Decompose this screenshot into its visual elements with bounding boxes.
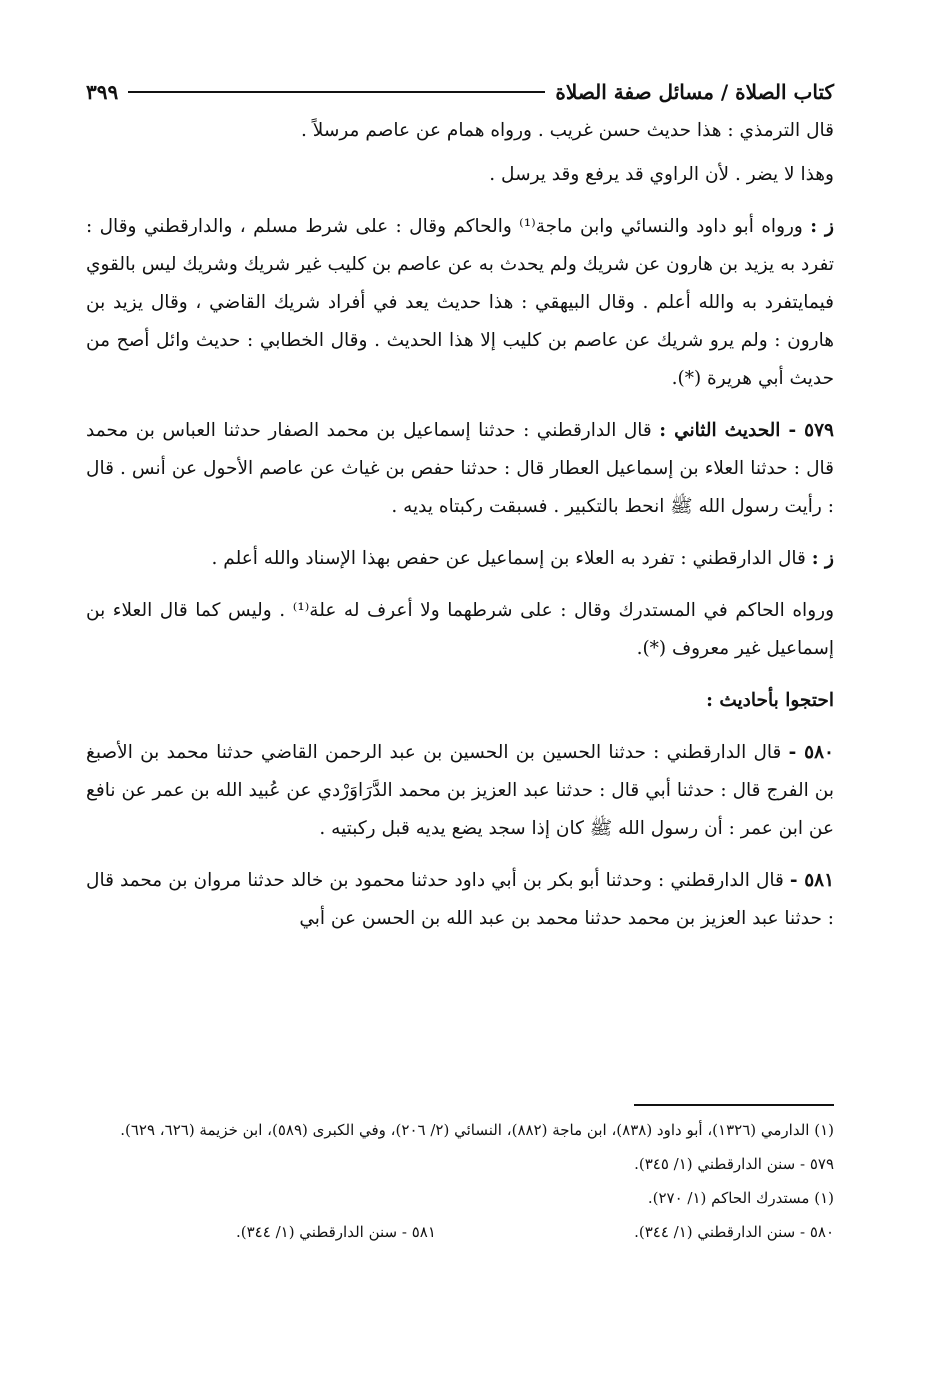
- footnote-581: ٥٨١ - سنن الدارقطني (١/ ٣٤٤).: [236, 1223, 436, 1241]
- hadith-text: قال الدارقطني : حدثنا الحسين بن الحسين بن عبد الرحمن القاضي حدثنا محمد بن الأصبغ بن الفرج قال : حدثنا أبي قال : حدثنا عبد العزيز بن محمد الدَّرَاوَرْدي عن عُبيد الله بن عمر عن نافع عن ابن عمر : أن رسول الله ﷺ كان إذا سجد يضع يديه قبل ركبتيه .: [86, 742, 834, 839]
- book-page: [86, 72, 834, 1312]
- page-number: ٣٩٩: [86, 80, 119, 104]
- footnote-1: (١) الدارمي (١٣٢٦)، أبو داود (٨٣٨)، ابن ماجة (٨٨٢)، النسائي (٢/ ٢٠٦)، وفي الكبرى (٥٨٩)، ابن خزيمة (٦٢٦، ٦٢٩).: [120, 1121, 834, 1139]
- hadith-number: ٥٨١ -: [789, 870, 835, 891]
- footnote-579: ٥٧٩ - سنن الدارقطني (١/ ٣٤٥).: [634, 1155, 834, 1173]
- header-rule: [128, 91, 545, 93]
- chapter-title: كتاب الصلاة / مسائل صفة الصلاة: [555, 80, 834, 104]
- paragraph-text: ورواه أبو داود والنسائي وابن ماجة⁽¹⁾ والحاكم وقال : على شرط مسلم ، والدارقطني وقال : تفرد به يزيد بن هارون عن شريك ولم يحدث به عن عاصم بن كليب غير شريك وشريك ليس بالقوي فيمايتفرد به والله أعلم . وقال البيهقي : هذا حديث يعد في أفراد شريك القاضي ، وقال يزيد بن هارون : ولم يرو شريك عن عاصم بن كليب إلا هذا الحديث . وقال الخطابي : حديث وائل أصح من حديث أبي هريرة (*).: [86, 216, 834, 389]
- hadith-579: [86, 412, 834, 526]
- page-body: [86, 112, 834, 938]
- footnote-hakim: (١) مستدرك الحاكم (١/ ٢٧٠).: [647, 1189, 834, 1207]
- hadith-581: [86, 862, 834, 938]
- footnote-rule: [634, 1104, 834, 1106]
- footnote-580: ٥٨٠ - سنن الدارقطني (١/ ٣٤٤).: [634, 1223, 834, 1241]
- zayn-marker: ز :: [810, 216, 834, 237]
- paragraph-tirmidhi: قال الترمذي : هذا حديث حسن غريب . ورواه همام عن عاصم مرسلاً .: [301, 120, 834, 141]
- hadith-text: قال الدارقطني : حدثنا إسماعيل بن محمد الصفار حدثنا العباس بن محمد قال : حدثنا العلاء بن إسماعيل العطار قال : حدثنا حفص بن غياث عن عاصم الأحول عن أنس . قال : رأيت رسول الله ﷺ انحط بالتكبير . فسبقت ركبتاه يديه .: [86, 420, 834, 517]
- hadith-number: ٥٨٠ -: [788, 742, 834, 763]
- zayn-marker: ز :: [811, 548, 834, 569]
- footnotes: [86, 1116, 834, 1246]
- paragraph-daraqutni: [86, 540, 834, 578]
- hadith-text: قال الدارقطني : وحدثنا أبو بكر بن أبي داود حدثنا محمود بن خالد حدثنا مروان بن محمد قال : حدثنا عبد العزيز بن محمد حدثنا محمد بن عبد الله بن الحسن عن أبي: [86, 870, 834, 929]
- paragraph-hakim: ورواه الحاكم في المستدرك وقال : على شرطهما ولا أعرف له علة⁽¹⁾ . وليس كما قال العلاء بن إسماعيل غير معروف (*).: [86, 600, 834, 659]
- footnote-row: [86, 1218, 834, 1246]
- paragraph-note: وهذا لا يضر . لأن الراوي قد يرفع وقد يرسل .: [489, 164, 834, 185]
- section-heading: احتجوا بأحاديث :: [706, 690, 834, 711]
- paragraph-text: قال الدارقطني : تفرد به العلاء بن إسماعيل عن حفص بهذا الإسناد والله أعلم .: [211, 548, 806, 569]
- hadith-580: [86, 734, 834, 848]
- running-header: [86, 72, 834, 112]
- paragraph-narrations: [86, 208, 834, 398]
- hadith-number: ٥٧٩ - الحديث الثاني :: [659, 420, 834, 441]
